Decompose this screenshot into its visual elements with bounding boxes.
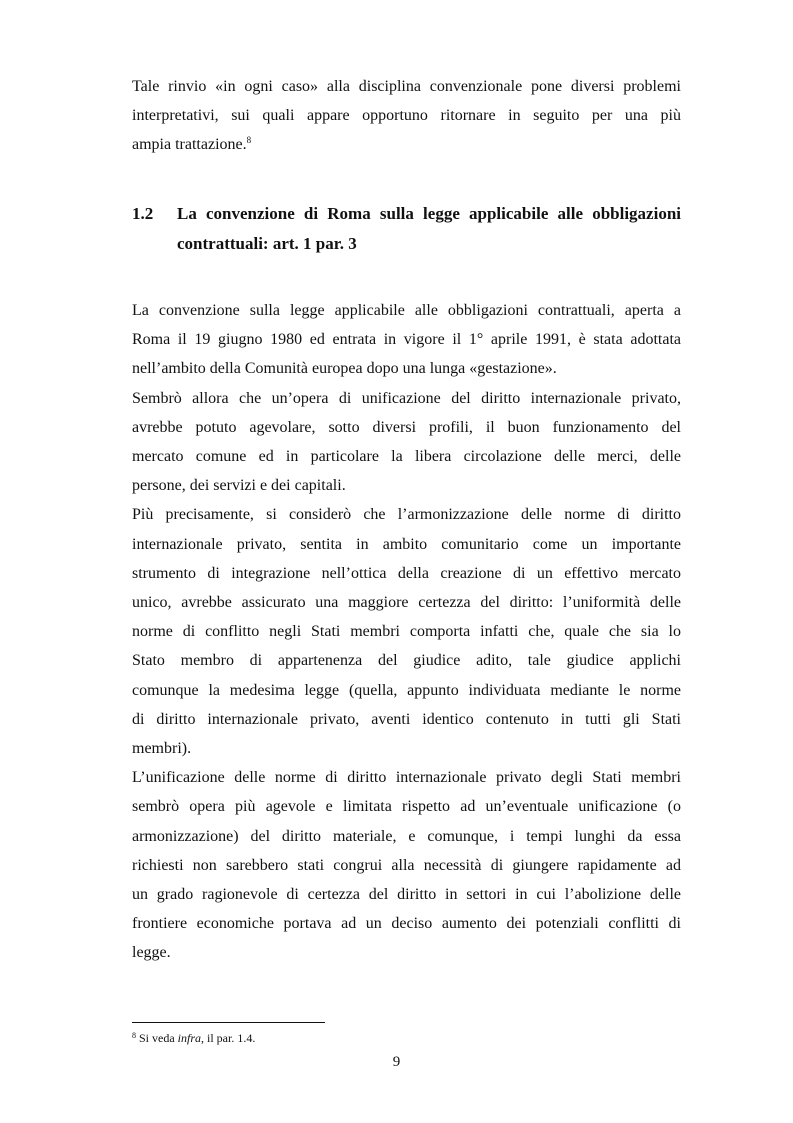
section-title-line: contrattuali: art. 1 par. 3 xyxy=(177,234,357,253)
footnote-text-post: , il par. 1.4. xyxy=(201,1031,256,1045)
text-line: La convenzione sulla legge applicabile alle obbligazioni contrattuali, aperta a xyxy=(132,302,681,319)
text-line: richiesti non sarebbero stati congrui alla necessità di giungere rapidamente ad xyxy=(132,856,681,874)
text-line: un grado ragionevole di certezza del diritto in settori in cui l’abolizione delle xyxy=(132,886,681,904)
text-line: interpretativi, sui quali appare opportuno ritornare in seguito per una più xyxy=(132,107,681,125)
section-heading xyxy=(132,204,681,264)
footnote-text-pre: Si veda xyxy=(139,1031,178,1045)
footnote-divider xyxy=(132,1022,325,1023)
text-line xyxy=(132,130,681,159)
text-line: strumento di integrazione nell’ottica della creazione di un effettivo mercato xyxy=(132,564,681,582)
body-text xyxy=(132,296,681,968)
text-line: nell’ambito della Comunità europea dopo una lunga «gestazione». xyxy=(132,360,557,378)
text-line: frontiere economiche portava ad un deciso aumento dei potenziali conflitti di xyxy=(132,915,681,933)
text-line: Sembrò allora che un’opera di unificazione del diritto internazionale privato, xyxy=(132,389,681,407)
text-line: comunque la medesima legge (quella, appunto individuata mediante le norme xyxy=(132,681,681,699)
text-line: sembrò opera più agevole e limitata rispetto ad un’eventuale unificazione (o xyxy=(132,798,681,816)
text-line: membri). xyxy=(132,740,192,758)
text-line: L’unificazione delle norme di diritto internazionale privato degli Stati membri xyxy=(132,769,681,787)
text-line: norme di conflitto negli Stati membri comporta infatti che, quale che sia lo xyxy=(132,623,681,641)
text-line: Stato membro di appartenenza del giudice adito, tale giudice applichi xyxy=(132,652,681,670)
text-line: unico, avrebbe assicurato una maggiore certezza del diritto: l’uniformità delle xyxy=(132,594,681,612)
text-line: Roma il 19 giugno 1980 ed entrata in vigore il 1° aprile 1991, è stata adottata xyxy=(132,331,681,349)
text-line: di diritto internazionale privato, aventi identico contenuto in tutti gli Stati xyxy=(132,710,681,728)
footnote-reference[interactable]: 8 xyxy=(246,135,252,146)
text-line-content: ampia trattazione. xyxy=(132,136,247,154)
footnote-text-italic: infra xyxy=(177,1031,202,1045)
text-line: avrebbe potuto agevolare, sotto diversi profili, il buon funzionamento del xyxy=(132,418,681,436)
text-line: Tale rinvio «in ogni caso» alla disciplina convenzionale pone diversi problemi xyxy=(132,78,681,95)
text-line: legge. xyxy=(132,944,171,962)
section-title-line: La convenzione di Roma sulla legge applicabile alle obbligazioni xyxy=(177,204,681,223)
text-line: persone, dei servizi e dei capitali. xyxy=(132,477,346,495)
intro-paragraph xyxy=(132,72,681,160)
section-number: 1.2 xyxy=(132,204,154,223)
text-line: Più precisamente, si considerò che l’armonizzazione delle norme di diritto xyxy=(132,506,681,524)
text-line: armonizzazione) del diritto materiale, e comunque, i tempi lunghi da essa xyxy=(132,827,681,845)
page-number: 9 xyxy=(392,1054,401,1070)
footnote-marker: 8 xyxy=(132,1031,136,1040)
text-line: mercato comune ed in particolare la libera circolazione delle merci, delle xyxy=(132,448,681,466)
footnote xyxy=(132,1031,255,1046)
text-line: internazionale privato, sentita in ambito comunitario come un importante xyxy=(132,535,681,553)
